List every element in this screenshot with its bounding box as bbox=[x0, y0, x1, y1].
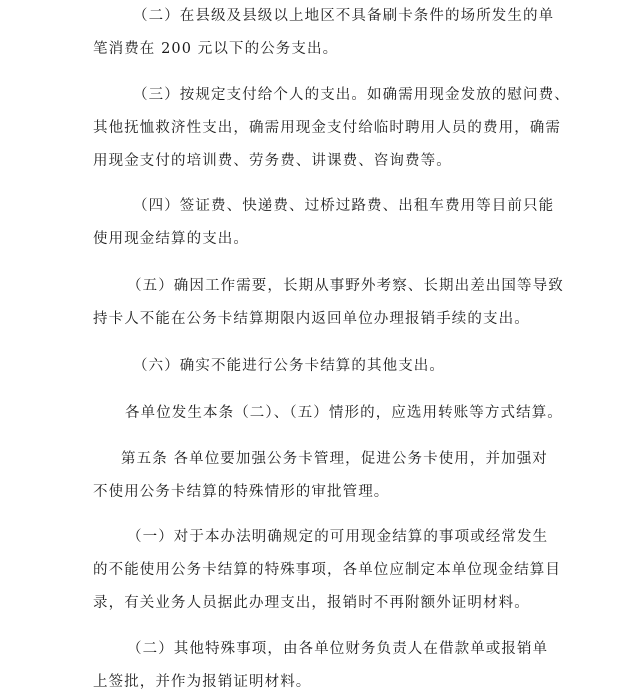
paragraph-line: （三）按规定支付给个人的支出。如确需用现金发放的慰问费、 bbox=[133, 87, 570, 103]
paragraph-line: 的不能使用公务卡结算的特殊事项，各单位应制定本单位现金结算目 bbox=[93, 562, 561, 578]
paragraph-item-6 bbox=[93, 350, 553, 383]
paragraph-line: （四）签证费、快递费、过桥过路费、出租车费用等目前只能 bbox=[133, 198, 555, 214]
paragraph-item-3 bbox=[93, 79, 570, 178]
paragraph-item-2 bbox=[93, 0, 553, 66]
paragraph-line: 使用现金结算的支出。 bbox=[93, 231, 249, 247]
paragraph-line: 其他抚恤救济性支出，确需用现金支付给临时聘用人员的费用，确需 bbox=[93, 120, 561, 136]
paragraph-item-5 bbox=[93, 270, 564, 336]
paragraph-closing-note bbox=[93, 397, 563, 430]
paragraph-line: 不使用公务卡结算的特殊情形的审批管理。 bbox=[93, 484, 390, 500]
paragraph-line: 用现金支付的培训费、劳务费、讲课费、咨询费等。 bbox=[93, 153, 452, 169]
paragraph-line: （五）确因工作需要，长期从事野外考察、长期出差出国等导致 bbox=[127, 278, 564, 294]
paragraph-item-4 bbox=[93, 190, 553, 256]
paragraph-line: （二）其他特殊事项，由各单位财务负责人在借款单或报销单 bbox=[127, 641, 549, 657]
paragraph-line: 上签批，并作为报销证明材料。 bbox=[93, 674, 312, 690]
paragraph-line: （二）在县级及县级以上地区不具备刷卡条件的场所发生的单 bbox=[133, 8, 555, 24]
paragraph-line: （六）确实不能进行公务卡结算的其他支出。 bbox=[133, 358, 445, 374]
paragraph-line: 第五条 各单位要加强公务卡管理，促进公务卡使用，并加强对 bbox=[121, 451, 548, 467]
paragraph-line: 笔消费在 200 元以下的公务支出。 bbox=[93, 41, 339, 57]
article-5-item-2 bbox=[93, 633, 553, 699]
paragraph-line: 持卡人不能在公务卡结算期限内返回单位办理报销手续的支出。 bbox=[93, 311, 530, 327]
article-5-item-1 bbox=[93, 521, 561, 620]
paragraph-line: （一）对于本办法明确规定的可用现金结算的事项或经常发生 bbox=[127, 529, 549, 545]
paragraph-line: 录，有关业务人员据此办理支出，报销时不再附额外证明材料。 bbox=[93, 595, 530, 611]
paragraph-line: 各单位发生本条（二）、（五）情形的，应选用转账等方式结算。 bbox=[125, 405, 563, 421]
article-5-paragraph bbox=[93, 443, 553, 509]
